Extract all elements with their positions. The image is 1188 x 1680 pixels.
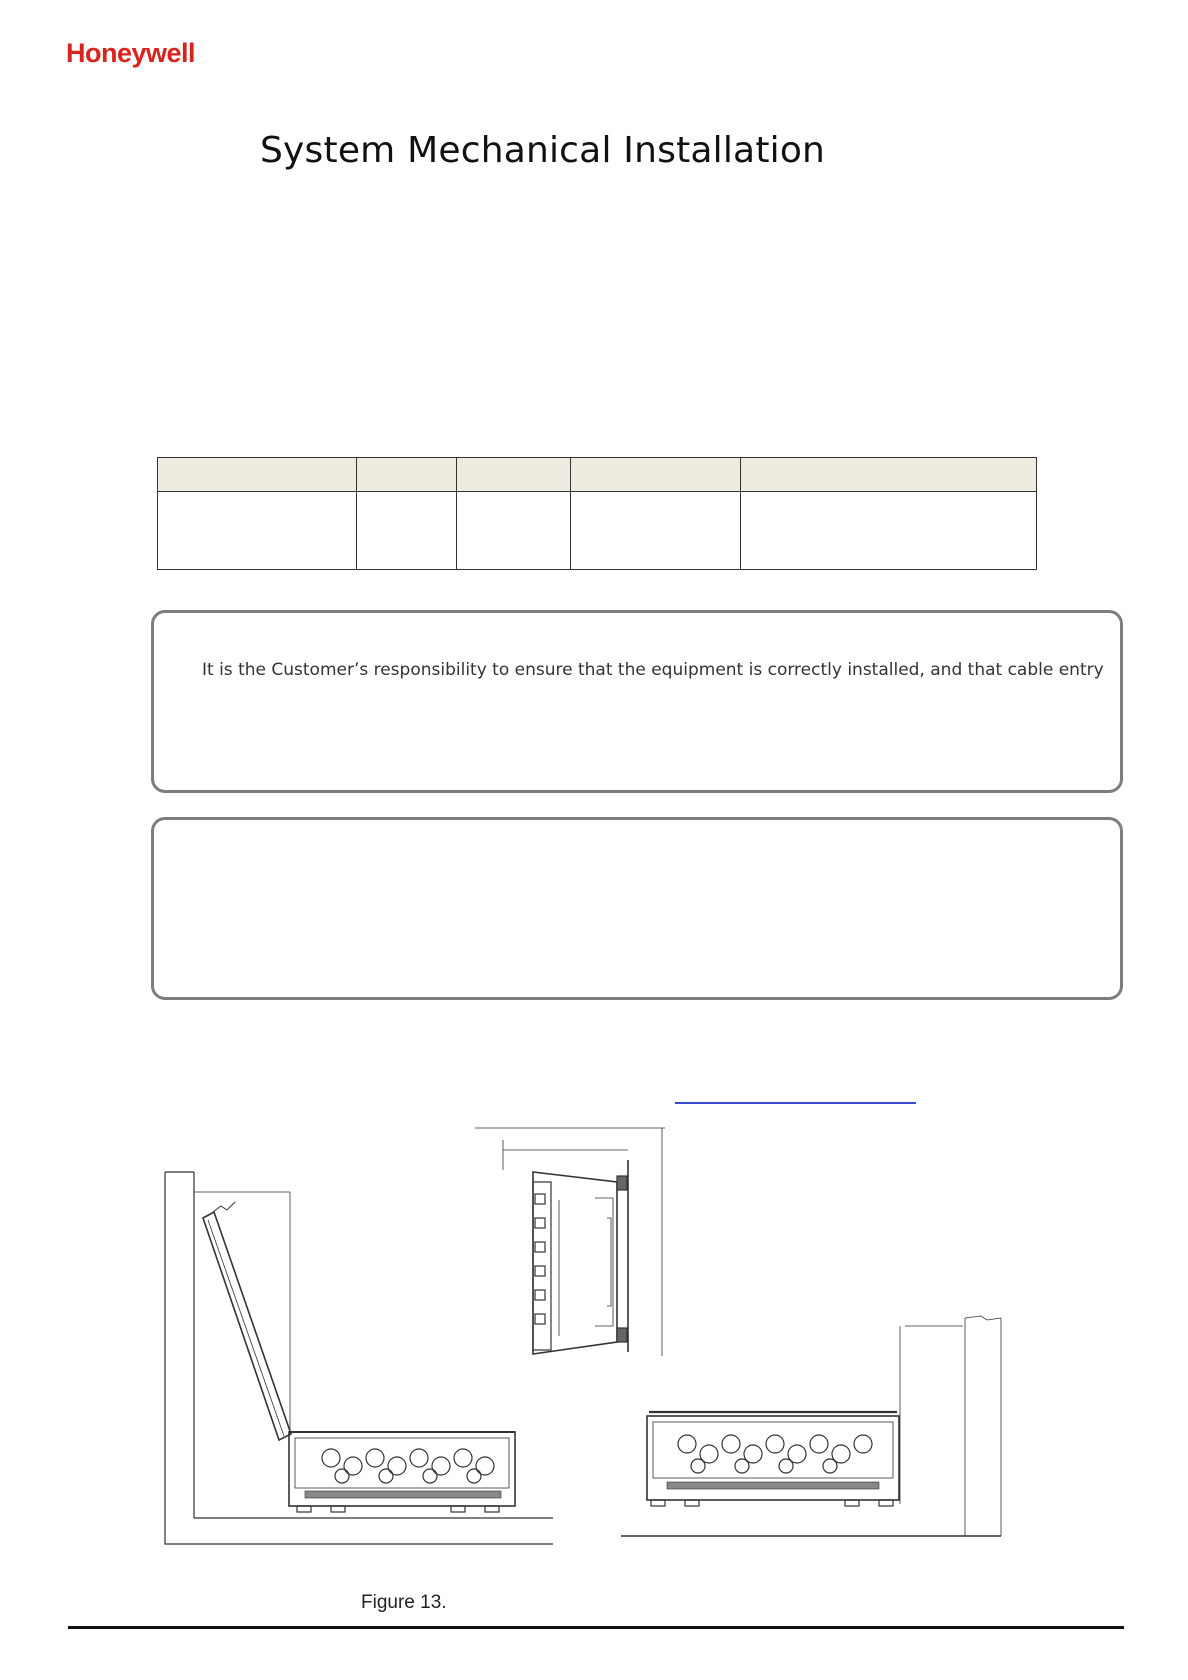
footer-rule <box>68 1626 1124 1629</box>
table-cell <box>570 492 741 570</box>
installation-drawing <box>155 1120 1025 1560</box>
table-row <box>158 492 1037 570</box>
hyperlink-underline[interactable] <box>675 1102 916 1104</box>
warning-box <box>151 817 1123 1000</box>
spec-table <box>157 457 1037 570</box>
open-lid-side-view <box>165 1172 553 1544</box>
table-header-row <box>158 458 1037 492</box>
honeywell-logo: Honeywell <box>66 38 196 68</box>
page-title: System Mechanical Installation <box>260 130 826 171</box>
figure-caption: Figure 13. <box>361 1592 447 1613</box>
table-header-cell <box>356 458 456 492</box>
table-cell <box>158 492 357 570</box>
table-cell <box>741 492 1037 570</box>
wall-mount-side-view <box>475 1128 665 1356</box>
caution-box <box>151 610 1123 793</box>
table-cell <box>456 492 570 570</box>
caution-text: It is the Customer’s responsibility to ensure that the equipment is correctly installed, and that cable entry <box>202 660 1104 680</box>
table-header-cell <box>741 458 1037 492</box>
table-cell <box>356 492 456 570</box>
table-header-cell <box>456 458 570 492</box>
table-header-cell <box>158 458 357 492</box>
front-elevation-view <box>621 1316 1001 1536</box>
table-header-cell <box>570 458 741 492</box>
